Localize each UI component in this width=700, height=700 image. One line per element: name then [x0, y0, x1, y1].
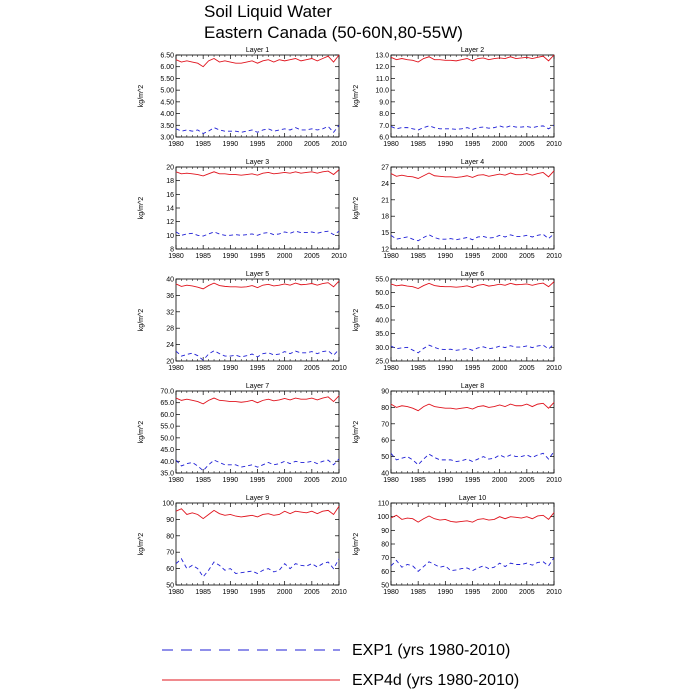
- plot-frame: [391, 167, 554, 249]
- y-tick-label: 14: [166, 205, 174, 213]
- plot-frame: [391, 279, 554, 361]
- panel-title: Layer 2: [460, 47, 485, 54]
- x-tick-label: 1990: [222, 589, 239, 596]
- plot-frame: [391, 391, 554, 473]
- x-tick-label: 1995: [249, 589, 266, 596]
- panel-title: Layer 8: [460, 383, 485, 390]
- x-tick-label: 1995: [464, 253, 481, 260]
- x-tick-label: 1980: [168, 253, 184, 260]
- x-tick-label: 2010: [331, 589, 347, 596]
- series-line-exp1: [391, 234, 554, 241]
- y-tick-label: 45.0: [375, 303, 389, 311]
- y-axis-label: kg/m^2: [353, 196, 360, 220]
- panel-layer-3: [138, 159, 347, 260]
- y-axis-label: kg/m^2: [138, 420, 145, 444]
- x-tick-label: 1990: [437, 477, 454, 484]
- panel-title: Layer 7: [245, 383, 270, 390]
- series-line-exp1: [391, 344, 554, 353]
- series-line-exp4d: [391, 513, 554, 523]
- legend-label-exp1: EXP1 (yrs 1980-2010): [352, 642, 511, 659]
- x-tick-label: 1980: [168, 141, 184, 148]
- x-tick-label: 1990: [437, 365, 454, 372]
- x-tick-label: 1995: [464, 141, 481, 148]
- x-tick-label: 1985: [195, 477, 211, 484]
- series-line-exp1: [391, 452, 554, 465]
- x-tick-label: 2000: [491, 253, 508, 260]
- x-tick-label: 2000: [491, 589, 508, 596]
- y-tick-label: 30.0: [375, 344, 389, 352]
- panel-layer-4: [353, 159, 562, 260]
- y-tick-label: 50: [166, 582, 174, 590]
- y-tick-label: 6.50: [160, 52, 174, 60]
- x-tick-label: 1980: [383, 477, 399, 484]
- x-tick-label: 1990: [437, 253, 454, 260]
- y-tick-label: 35.0: [160, 470, 174, 478]
- y-tick-label: 80: [166, 533, 174, 541]
- series-line-exp1: [176, 125, 339, 133]
- x-tick-label: 2005: [304, 253, 320, 260]
- y-tick-label: 10.0: [375, 87, 389, 95]
- plot-frame: [176, 391, 339, 473]
- series-line-exp4d: [176, 396, 339, 404]
- x-tick-label: 2010: [546, 589, 562, 596]
- series-line-exp1: [391, 125, 554, 130]
- y-tick-label: 20: [166, 164, 174, 172]
- y-tick-label: 80: [381, 404, 389, 412]
- x-tick-label: 1985: [410, 589, 426, 596]
- y-axis-label: kg/m^2: [138, 308, 145, 332]
- y-tick-label: 28: [166, 325, 174, 333]
- y-tick-label: 70: [166, 549, 174, 557]
- y-tick-label: 90: [381, 527, 389, 535]
- series-line-exp1: [176, 559, 339, 577]
- figure-title-line1: Soil Liquid Water: [204, 2, 332, 21]
- x-tick-label: 1980: [168, 589, 184, 596]
- y-tick-label: 5.00: [160, 87, 174, 95]
- x-tick-label: 2000: [276, 253, 293, 260]
- x-tick-label: 1980: [383, 589, 399, 596]
- y-tick-label: 70.0: [160, 388, 174, 396]
- x-tick-label: 2010: [546, 253, 562, 260]
- y-tick-label: 25.0: [375, 358, 389, 366]
- y-tick-label: 70: [381, 555, 389, 563]
- panel-layer-1: [138, 47, 347, 148]
- y-tick-label: 35.0: [375, 331, 389, 339]
- series-line-exp1: [391, 558, 554, 572]
- y-tick-label: 24: [166, 342, 174, 350]
- x-tick-label: 2010: [546, 365, 562, 372]
- y-tick-label: 12: [381, 246, 389, 254]
- series-line-exp4d: [391, 171, 554, 179]
- y-tick-label: 60: [166, 566, 174, 574]
- y-axis-label: kg/m^2: [138, 84, 145, 108]
- panel-layer-5: [138, 271, 347, 372]
- x-tick-label: 2005: [519, 365, 535, 372]
- x-tick-label: 1985: [195, 365, 211, 372]
- x-tick-label: 1985: [410, 365, 426, 372]
- x-tick-label: 1985: [195, 253, 211, 260]
- y-tick-label: 11.0: [375, 75, 389, 83]
- y-tick-label: 21: [381, 197, 389, 205]
- y-tick-label: 7.0: [379, 122, 389, 130]
- x-tick-label: 1985: [410, 141, 426, 148]
- y-tick-label: 5.50: [160, 75, 174, 83]
- x-tick-label: 2010: [331, 253, 347, 260]
- x-tick-label: 1985: [195, 141, 211, 148]
- y-tick-label: 40: [166, 276, 174, 284]
- x-tick-label: 2010: [331, 141, 347, 148]
- x-tick-label: 1990: [222, 253, 239, 260]
- y-tick-label: 70: [381, 421, 389, 429]
- x-tick-label: 2005: [304, 589, 320, 596]
- legend-label-exp4d: EXP4d (yrs 1980-2010): [352, 672, 520, 689]
- y-tick-label: 4.00: [160, 111, 174, 119]
- y-tick-label: 32: [166, 309, 174, 317]
- y-tick-label: 40.0: [160, 458, 174, 466]
- y-tick-label: 13.0: [375, 52, 389, 60]
- y-axis-label: kg/m^2: [138, 196, 145, 220]
- series-line-exp4d: [176, 506, 339, 518]
- x-tick-label: 1980: [383, 253, 399, 260]
- x-tick-label: 1980: [383, 141, 399, 148]
- x-tick-label: 1995: [464, 477, 481, 484]
- panel-layer-10: [353, 495, 562, 596]
- x-tick-label: 1985: [195, 589, 211, 596]
- x-tick-label: 2010: [546, 141, 562, 148]
- panel-title: Layer 3: [245, 159, 270, 166]
- x-tick-label: 2000: [491, 477, 508, 484]
- x-tick-label: 2010: [331, 365, 347, 372]
- x-tick-label: 2000: [276, 365, 293, 372]
- panel-title: Layer 9: [245, 495, 270, 502]
- series-line-exp4d: [391, 402, 554, 410]
- x-tick-label: 1985: [410, 477, 426, 484]
- y-tick-label: 20: [166, 358, 174, 366]
- panel-title: Layer 10: [458, 495, 487, 502]
- y-tick-label: 4.50: [160, 99, 174, 107]
- x-tick-label: 2005: [519, 589, 535, 596]
- plot-frame: [176, 167, 339, 249]
- y-tick-label: 60: [381, 437, 389, 445]
- x-tick-label: 2005: [519, 141, 535, 148]
- x-tick-label: 1995: [249, 365, 266, 372]
- y-tick-label: 10: [166, 232, 174, 240]
- y-tick-label: 16: [166, 191, 174, 199]
- y-tick-label: 100: [162, 500, 174, 508]
- y-tick-label: 36: [166, 292, 174, 300]
- y-tick-label: 8: [170, 246, 174, 254]
- y-axis-label: kg/m^2: [353, 308, 360, 332]
- x-tick-label: 1995: [464, 365, 481, 372]
- y-tick-label: 60.0: [160, 411, 174, 419]
- y-tick-label: 40.0: [375, 317, 389, 325]
- x-tick-label: 1995: [249, 477, 266, 484]
- x-tick-label: 1990: [437, 589, 454, 596]
- panel-layer-9: [138, 495, 347, 596]
- y-tick-label: 12.0: [375, 64, 389, 72]
- y-tick-label: 55.0: [160, 423, 174, 431]
- series-line-exp1: [176, 231, 339, 236]
- panel-title: Layer 4: [460, 159, 485, 166]
- plot-frame: [391, 55, 554, 137]
- y-tick-label: 50.0: [375, 290, 389, 298]
- x-tick-label: 1980: [168, 477, 184, 484]
- x-tick-label: 2005: [304, 477, 320, 484]
- x-tick-label: 2000: [276, 589, 293, 596]
- panel-layer-2: [353, 47, 562, 148]
- y-tick-label: 3.50: [160, 122, 174, 130]
- x-tick-label: 2005: [519, 253, 535, 260]
- legend: [162, 642, 519, 689]
- x-tick-label: 1980: [168, 365, 184, 372]
- x-tick-label: 1990: [222, 477, 239, 484]
- x-tick-label: 1985: [410, 253, 426, 260]
- x-tick-label: 1995: [249, 141, 266, 148]
- x-tick-label: 1995: [249, 253, 266, 260]
- plot-frame: [391, 503, 554, 585]
- y-axis-label: kg/m^2: [353, 420, 360, 444]
- y-tick-label: 110: [377, 500, 389, 508]
- y-tick-label: 80: [381, 541, 389, 549]
- x-tick-label: 2005: [304, 365, 320, 372]
- series-line-exp1: [176, 459, 339, 471]
- y-tick-label: 27: [381, 164, 389, 172]
- x-tick-label: 1990: [222, 141, 239, 148]
- x-tick-label: 2005: [519, 477, 535, 484]
- y-tick-label: 18: [381, 213, 389, 221]
- y-tick-label: 15: [381, 230, 389, 238]
- x-tick-label: 1995: [464, 589, 481, 596]
- x-tick-label: 2010: [546, 477, 562, 484]
- y-tick-label: 55.0: [375, 276, 389, 284]
- plot-frame: [176, 55, 339, 137]
- x-tick-label: 2000: [276, 477, 293, 484]
- panel-grid: [138, 47, 562, 596]
- y-tick-label: 8.0: [379, 111, 389, 119]
- x-tick-label: 1990: [222, 365, 239, 372]
- y-tick-label: 6.00: [160, 64, 174, 72]
- y-tick-label: 18: [166, 178, 174, 186]
- panel-title: Layer 6: [460, 271, 485, 278]
- y-tick-label: 40: [381, 470, 389, 478]
- panel-title: Layer 5: [245, 271, 270, 278]
- x-tick-label: 2000: [491, 365, 508, 372]
- y-tick-label: 45.0: [160, 447, 174, 455]
- y-tick-label: 12: [166, 219, 174, 227]
- y-tick-label: 3.00: [160, 134, 174, 142]
- x-tick-label: 1990: [437, 141, 454, 148]
- y-axis-label: kg/m^2: [353, 84, 360, 108]
- plot-frame: [176, 279, 339, 361]
- y-tick-label: 50: [381, 454, 389, 462]
- y-tick-label: 24: [381, 180, 389, 188]
- panel-layer-6: [353, 271, 562, 372]
- y-tick-label: 60: [381, 568, 389, 576]
- y-tick-label: 100: [377, 514, 389, 522]
- y-axis-label: kg/m^2: [353, 532, 360, 556]
- x-tick-label: 1980: [383, 365, 399, 372]
- y-tick-label: 6.0: [379, 134, 389, 142]
- y-axis-label: kg/m^2: [138, 532, 145, 556]
- figure-title-line2: Eastern Canada (50-60N,80-55W): [204, 23, 463, 42]
- y-tick-label: 50.0: [160, 435, 174, 443]
- y-tick-label: 90: [166, 516, 174, 524]
- y-tick-label: 50: [381, 582, 389, 590]
- x-tick-label: 2010: [331, 477, 347, 484]
- panel-title: Layer 1: [245, 47, 270, 54]
- y-tick-label: 90: [381, 388, 389, 396]
- panel-layer-7: [138, 383, 347, 484]
- panel-layer-8: [353, 383, 562, 484]
- y-tick-label: 65.0: [160, 400, 174, 408]
- x-tick-label: 2000: [276, 141, 293, 148]
- y-tick-label: 9.0: [379, 99, 389, 107]
- x-tick-label: 2000: [491, 141, 508, 148]
- x-tick-label: 2005: [304, 141, 320, 148]
